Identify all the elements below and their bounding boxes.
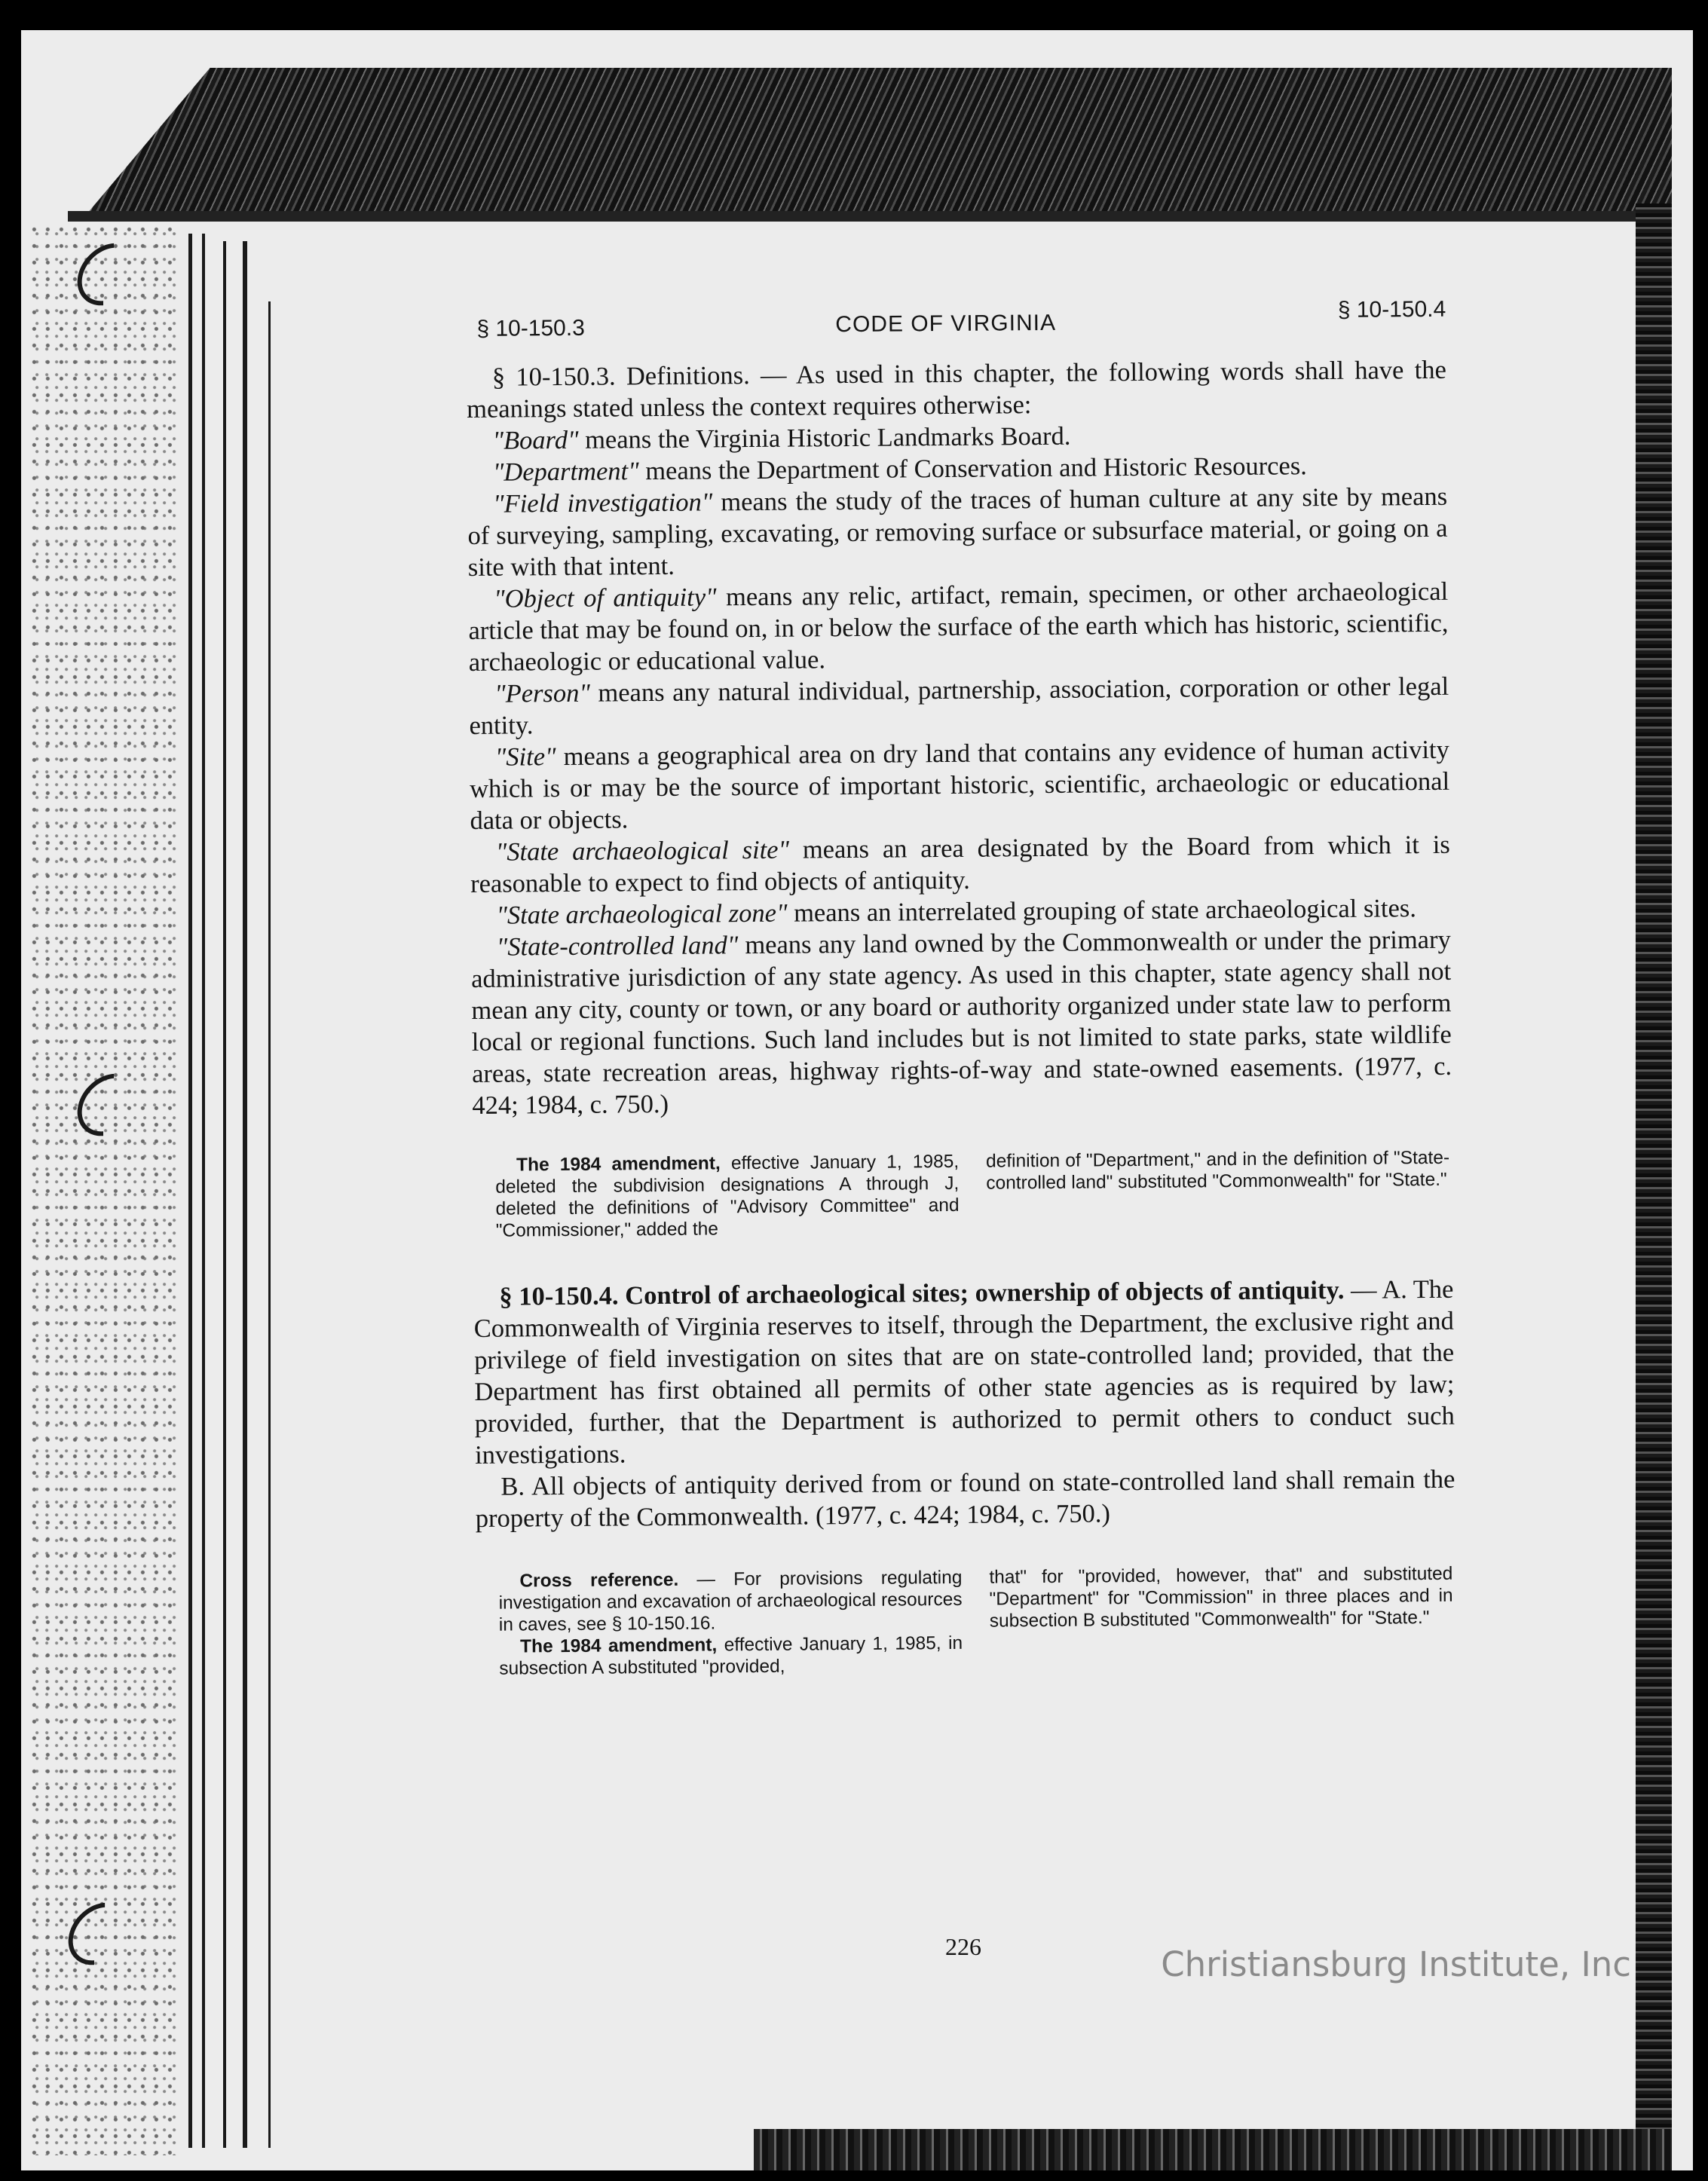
binder-line (223, 241, 226, 2148)
note-column-right (986, 1147, 1450, 1238)
definition-text: means the Virginia Historic Landmarks Board. (578, 421, 1071, 454)
section-intro (467, 354, 1447, 425)
scan-shadow-right (1636, 203, 1672, 2163)
definition-field-investigation (467, 481, 1448, 583)
scan-shadow-edge (68, 211, 1658, 222)
cross-reference-note (498, 1567, 963, 1636)
cross-reference-label: Cross reference. (519, 1569, 679, 1592)
section-intro-text: — As used in this chapter, the following words shall have the meanings stated unless the context requires otherwise: (467, 355, 1446, 424)
section-10-150-4 (473, 1274, 1455, 1534)
definition-person (469, 671, 1449, 742)
note-column-right (989, 1563, 1453, 1676)
header-section-left: § 10-150.3 (476, 315, 585, 341)
definition-object-of-antiquity (468, 576, 1449, 678)
definition-term: "State-controlled land" (496, 931, 739, 962)
definition-term: "State archaeological zone" (496, 898, 788, 930)
definition-term: "Board" (492, 425, 579, 455)
note-text: effective January 1, 1985, deleted the subdivision designations A through J, deleted the definitions of "Advisory Committee" and "Commissioner," added the (495, 1151, 960, 1241)
definition-text: means a geographical area on dry land that contains any evidence of human activity which is or may be the source of important historic, scientific, archaeologic or educational data or objects. (470, 735, 1450, 835)
definition-text: means an interrelated grouping of state archaeological sites. (787, 894, 1417, 928)
definition-term: "Object of antiquity" (494, 583, 717, 613)
notes-10-150-4 (476, 1563, 1456, 1680)
note-paragraph (495, 1151, 960, 1242)
note-text-continued: that" for "provided, however, that" and substituted "Department" for "Commission" in three places and in subsection B substituted "Commonwealth" for "State." (989, 1563, 1453, 1632)
para-a-text: — A. The Commonwealth of Virginia reserves to itself, through the Department, the exclusive right and privilege of field investigation on sites that are on state-controlled land; provided, that the Department has first obtained all permits of other state agencies as is required by law; provided, further, that the Department is authorized to permit others to conduct such investigations. (473, 1274, 1455, 1470)
page-number: 226 (945, 1933, 981, 1960)
binder-speckle (30, 226, 181, 2155)
scan-shadow-bottom (754, 2129, 1672, 2170)
definition-term: "Field investigation" (493, 488, 713, 518)
note-column-left (495, 1151, 960, 1242)
section-heading: § 10-150.3. Definitions. (491, 361, 750, 392)
definition-term: "Department" (492, 457, 639, 487)
definition-text: means any relic, artifact, remain, specimen, or other archaeological article that may be found on, in or below the surface of the earth which has historic, scientific, archaeologic or educational value. (468, 577, 1449, 677)
section-10-150-3 (467, 354, 1452, 1121)
definition-state-controlled-land (471, 924, 1452, 1121)
binder-line (243, 241, 247, 2148)
amendment-note (499, 1632, 963, 1680)
note-column-left (498, 1567, 963, 1680)
definition-term: "State archaeological site" (495, 835, 790, 867)
definition-site (470, 734, 1450, 837)
header-section-right: § 10-150.4 (1337, 296, 1446, 323)
definition-text: means the Department of Conservation and Historic Resources. (638, 451, 1307, 486)
note-label: The 1984 amendment, (516, 1153, 721, 1176)
section-para-a (473, 1274, 1455, 1471)
definition-state-archaeological-site (470, 829, 1451, 900)
note-text: effective January 1, 1985, in subsection A substituted "provided, (499, 1632, 963, 1679)
watermark: Christiansburg Institute, Inc (1161, 1944, 1631, 1984)
amendment-note-10-150-3 (473, 1147, 1453, 1242)
binder-line (202, 234, 205, 2148)
binder-line (188, 234, 192, 2148)
note-label: The 1984 amendment, (519, 1635, 718, 1657)
section-para-b: B. All objects of antiquity derived from or found on state-controlled land shall remain the property of the Commonwealth. (1977, c. 424; 1984, c. 750.) (475, 1464, 1455, 1533)
definition-text: means an area designated by the Board from which it is reasonable to expect to find objects of antiquity. (470, 830, 1450, 898)
section-heading: § 10-150.4. Control of archaeological sites; ownership of objects of antiquity. (499, 1275, 1345, 1311)
scan-shadow-top (83, 68, 1672, 219)
definition-text: means the study of the traces of human culture at any site by means of surveying, sampling, excavating, or removing surface or subsurface material, or going on a site with that intent. (467, 482, 1448, 582)
cross-reference-text: — For provisions regulating investigation and excavation of archaeological resources in caves, see § 10-150.16. (498, 1567, 963, 1635)
note-text-continued: definition of "Department," and in the definition of "State-controlled land" substituted "Commonwealth" for "State." (985, 1147, 1450, 1194)
header-title: CODE OF VIRGINIA (835, 310, 1057, 338)
definition-text: means any natural individual, partnership, association, corporation or other legal entity. (469, 671, 1449, 740)
page-content (466, 286, 1456, 1680)
definition-term: "Person" (494, 678, 591, 708)
definition-text: means any land owned by the Commonwealth or under the primary administrative jurisdiction of any state agency. As used in this chapter, state agency shall not mean any city, county or town, or any board or authority organized under state law to perform local or regional functions. Such land includes but is not limited to state parks, state wildlife areas, state recreation areas, highway rights-of-way and state-owned easements. (1977, c. 424; 1984, c. 750.) (470, 925, 1452, 1120)
binder-line (268, 301, 271, 2148)
running-header (466, 286, 1446, 341)
definition-term: "Site" (494, 742, 556, 772)
